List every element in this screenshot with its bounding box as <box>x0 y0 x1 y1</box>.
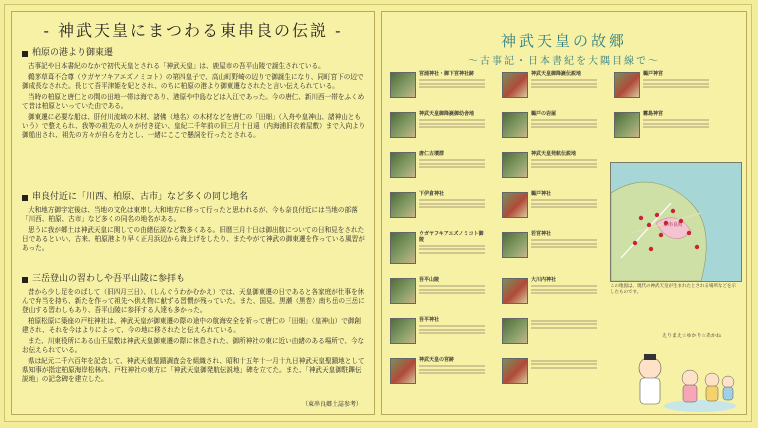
site-card <box>502 358 597 384</box>
site-card <box>390 152 485 178</box>
site-card <box>390 192 485 218</box>
site-photo <box>502 358 528 384</box>
area-map <box>610 162 742 282</box>
card-title: 大川内神社 <box>531 277 557 283</box>
paragraph: 当時の柏原と唐仁との間の田地一帯は海であり、港原や中島などは入江であった。今の唐仁、新川西一帯をふくめて昔は柏原といっていた由である。 <box>22 93 365 110</box>
signature: えりまえ☆ゆかり☆あかね <box>662 333 721 339</box>
hometown-panel <box>381 11 747 415</box>
site-card <box>390 232 485 264</box>
paragraph: 県は紀元二千六百年を記念して、神武天皇聖蹟調査会を組織され、昭和十五年十一月十九日神武天皇聖蹟地として県知事が指定柏原海岸松林内、戸柱神社の東方に「神武天皇御発航伝説地」碑を立てた。また、「神武天皇御駐蹕伝説地」の記念碑を建立した。 <box>22 357 365 383</box>
section-heading: 串良付近に「川西、柏原、古市」など多くの同じ地名 <box>22 192 367 203</box>
site-photo <box>390 112 416 138</box>
site-card <box>390 112 485 138</box>
card-title: 霧島神宮 <box>643 111 664 117</box>
square-bullet-icon <box>22 195 28 201</box>
site-card <box>390 72 485 98</box>
card-title: 神武天皇御降誕伝説地 <box>531 71 582 77</box>
card-title: ウガヤフキアエズノミコト御陵 <box>419 231 484 243</box>
site-photo <box>502 72 528 98</box>
card-title: 下伊倉神社 <box>419 191 445 197</box>
card-title: 神武天皇御降誕御幼舎地 <box>419 111 475 117</box>
site-card <box>502 112 597 138</box>
right-title: 神武天皇の故郷 <box>500 32 627 50</box>
site-photo <box>390 152 416 178</box>
site-photo <box>502 232 528 258</box>
paragraph: 古事記や日本書紀のなかで初代天皇とされる「神武天皇」は、鹿屋市の吾平山陵で誕生されている。 <box>28 62 325 70</box>
site-photo <box>614 112 640 138</box>
site-card <box>502 318 597 344</box>
map-note: この地図は、現代の神武天皇が生まれたとされる場所などを示したものです。 <box>610 284 736 295</box>
map-label: 東串良町 <box>663 222 684 228</box>
site-photo <box>390 72 416 98</box>
square-bullet-icon <box>22 51 28 57</box>
section-heading: 柏原の港より御東遷 <box>22 48 367 59</box>
card-title: 神武天皇発航伝説地 <box>531 151 577 157</box>
left-title: - 神武天皇にまつわる東串良の伝説 - <box>43 21 343 40</box>
site-card <box>614 72 709 98</box>
card-title: 唐仁古墳群 <box>419 151 445 157</box>
paragraph: 御東遷に必要な船は、肝付川流域の木材、諸佛（地名）の木材などを唐仁の「田畑」（入舟や皇神山、諸神山ともいう）で整えられ、我等の祖先の人々が付き従い、皇紀二千年前の旧三月十日遠（内海浦旧衣着屋敷）まで入向より御船出され、祖先の方々が自らを力とし、一緒にここで懸詞を行ったとされる。 <box>22 113 366 139</box>
card-title: 宮浦神社・御下宮神社跡 <box>419 71 475 77</box>
site-photo <box>502 192 528 218</box>
card-title: 鵜戸神宮 <box>643 71 664 77</box>
paragraph: 大和地方御宇定後は、当地の文化は東串し大和地方に移って行ったと思われるが、今も奈良付近には当地の部落「川西、柏原、古市」など多くの同名の地名がある。 <box>22 206 358 223</box>
site-photo <box>502 278 528 304</box>
site-photo <box>390 232 416 264</box>
site-photo <box>502 152 528 178</box>
site-card <box>390 278 485 304</box>
section-1 <box>22 48 367 142</box>
mascot-illustration <box>610 330 740 414</box>
paragraph: また、川東役所にある山王屋敷は神武天皇御東遷の際に休息された、御所神社の東に近い由緒のある場所で、今なお伝えられている。 <box>22 337 365 354</box>
section-2 <box>22 192 367 255</box>
site-card <box>390 318 485 344</box>
section-heading: 三岳登山の習わしや吾平山陵に参拝も <box>22 274 367 285</box>
site-photo <box>502 112 528 138</box>
card-title: 吾平神社 <box>419 317 440 323</box>
site-card <box>502 72 597 98</box>
paragraph: 鵜茅草葺不合尊（ウガヤフキアエズノミコト）の第四皇子で、高山町野崎の辺りで御誕生になり、同町宮下の辺で御成長なされた。長じて吾平津姫を妃とされ、のちに柏原の港より御東遷なされたと言い伝えられている。 <box>22 73 364 90</box>
site-card <box>390 358 485 384</box>
square-bullet-icon <box>22 277 28 283</box>
site-photo <box>390 192 416 218</box>
site-photo <box>614 72 640 98</box>
site-photo <box>390 278 416 304</box>
paragraph: 思うに我が郷土は神武天皇に関しての由緒伝説など数多くある。旧暦三月十日は御出航についての日和見をされた日であるといい、古来、柏原港より早く正月浜辺から海上げをしたり、またやがて神武の御東遷を作っている風習があった。 <box>22 226 365 252</box>
signboard <box>4 4 752 422</box>
site-card <box>502 232 597 258</box>
section-3 <box>22 274 367 386</box>
card-title: 吾平山陵 <box>419 277 440 283</box>
right-subtitle: 〜古事記・日本書紀を大隅目線で〜 <box>468 56 660 67</box>
site-photo <box>390 318 416 344</box>
site-card <box>502 152 597 178</box>
site-card <box>502 278 597 304</box>
card-title: 若宮神社 <box>531 231 552 237</box>
card-title: 鵜戸神社 <box>531 191 552 197</box>
site-photo <box>502 318 528 344</box>
paragraph: 昔から少し足をのばして（旧四月三日）、（しんぐうわかむかえ）では、天皇御東遷の日であると各家庭が仕事を休んで弁当を持ち、新たを作って祖先へ供え物に献ずる習慣が残っていた。また、国見、黒瀬（黒巻）南ち岳の三岳に登山する習わしもあり、吾平山陵に参拝する人達も多かった。 <box>22 288 365 314</box>
site-card <box>614 112 709 138</box>
site-card <box>502 192 597 218</box>
reference-note: （東串良郷土誌参考） <box>301 401 362 408</box>
legend-panel <box>11 11 375 415</box>
card-title: 鵜戸の岩屋 <box>531 111 557 117</box>
site-photo <box>390 358 416 384</box>
card-title: 神武天皇の宮跡 <box>419 357 455 363</box>
mascot-graphic <box>610 330 740 414</box>
paragraph: 柏原松原に築座の戸柱神社は、神武天皇が御東遷の際の途中の航海安全を祈って唐仁の「田畑」（皇神山）で御創建され、それを今はよりによって、今の地に移されたと伝えられている。 <box>22 317 361 334</box>
